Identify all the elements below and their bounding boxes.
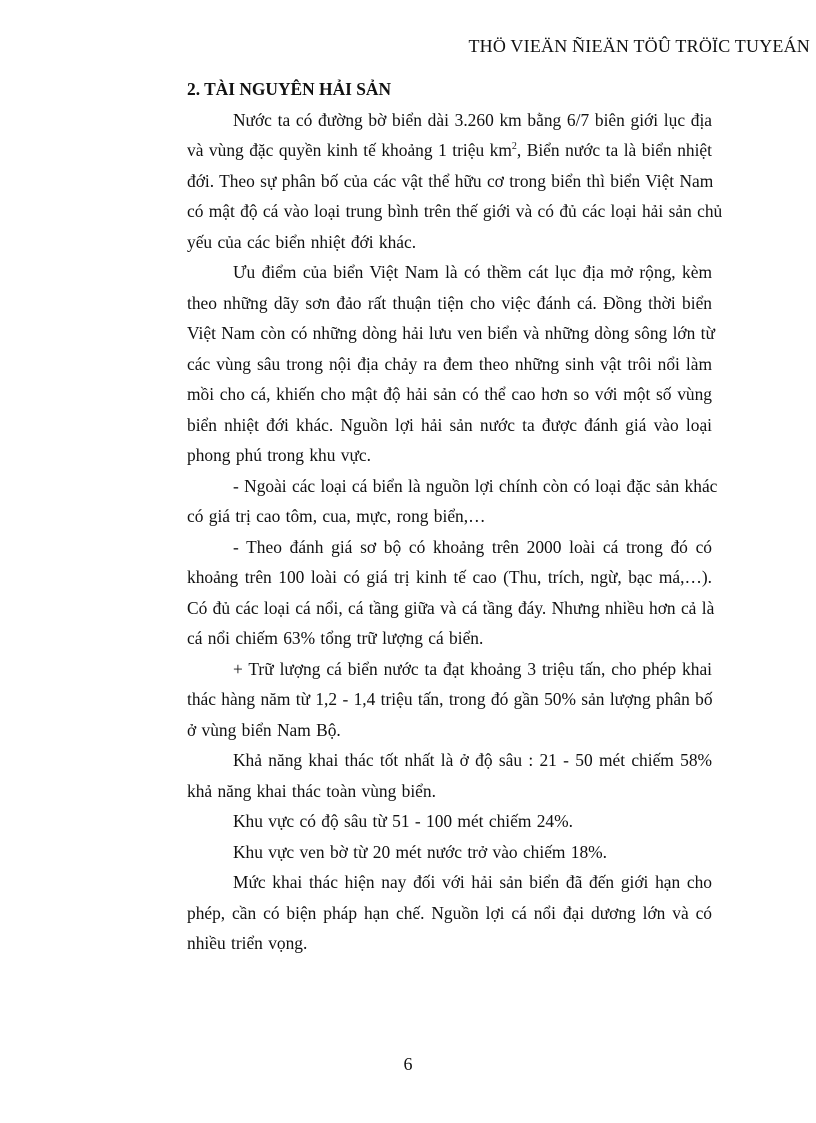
- document-body: [141, 74, 723, 959]
- text-line: ở vùng biển Nam Bộ.: [187, 719, 341, 740]
- paragraph-coastal-zone: [141, 837, 712, 868]
- text-line: phép, cần có biện pháp hạn chế. Nguồn lợi cá nổi đại dương lớn và có: [187, 902, 712, 923]
- paragraph-coastline: [141, 105, 723, 258]
- text-line: Nước ta có đường bờ biển dài 3.260 km bằng 6/7 biên giới lục địa: [233, 109, 712, 130]
- text-line: biển nhiệt đới khác. Nguồn lợi hải sản nước ta được đánh giá vào loại: [187, 414, 712, 435]
- text-line: mồi cho cá, khiến cho mật độ hải sản có thể cao hơn so với một số vùng: [187, 384, 712, 404]
- text-line: Ưu điểm của biển Việt Nam là có thềm cát lục địa mở rộng, kèm: [233, 262, 712, 282]
- page-number: 6: [403, 1054, 413, 1074]
- text-line: có mật độ cá vào loại trung bình trên thế giới và có đủ các loại hải sản chủ: [187, 201, 723, 221]
- text-line: có giá trị cao tôm, cua, mực, rong biển,…: [187, 506, 486, 526]
- text-line: theo những dãy sơn đảo rất thuận tiện cho việc đánh cá. Đồng thời biển: [187, 292, 712, 313]
- section-title: 2. TÀI NGUYÊN HẢI SẢN: [187, 79, 392, 99]
- text-line: nhiều triển vọng.: [187, 933, 308, 953]
- running-header: THÖ VIEÄN ÑIEÄN TÖÛ TRÖÏC TUYEÁN: [468, 36, 810, 56]
- paragraph-exploitation-limit: [141, 867, 712, 959]
- paragraph-specialties: [141, 471, 718, 532]
- text-segment: , Biển nước ta là biển nhiệt: [516, 140, 712, 160]
- paragraph-depth-21-50: [141, 745, 712, 806]
- text-line: khoảng trên 100 loài có giá trị kinh tế cao (Thu, trích, ngừ, bạc má,…).: [187, 567, 712, 587]
- text-line: Việt Nam còn có những dòng hải lưu ven biển và những dòng sông lớn từ: [187, 323, 715, 343]
- text-line-with-superscript: [141, 135, 712, 166]
- text-line: Có đủ các loại cá nổi, cá tầng giữa và cá tầng đáy. Nhưng nhiều hơn cả là: [187, 597, 715, 618]
- paragraph-advantages: [141, 257, 715, 471]
- text-line: yếu của các biển nhiệt đới khác.: [187, 231, 417, 252]
- text-line: Khu vực ven bờ từ 20 mét nước trở vào chiếm 18%.: [233, 841, 608, 862]
- text-line: cá nổi chiếm 63% tổng trữ lượng cá biển.: [187, 628, 484, 648]
- superscript-exponent: 2: [511, 141, 517, 152]
- text-line: + Trữ lượng cá biển nước ta đạt khoảng 3 triệu tấn, cho phép khai: [233, 658, 712, 679]
- text-line: đới. Theo sự phân bố của các vật thể hữu cơ trong biển thì biển Việt Nam: [187, 170, 714, 191]
- text-line: phong phú trong khu vực.: [187, 445, 371, 465]
- paragraph-reserves: [141, 654, 712, 746]
- text-line: - Ngoài các loại cá biển là nguồn lợi chính còn có loại đặc sản khác: [233, 475, 718, 496]
- text-segment: và vùng đặc quyền kinh tế khoảng 1 triệu km: [187, 140, 512, 160]
- text-line: Khả năng khai thác tốt nhất là ở độ sâu : 21 - 50 mét chiếm 58%: [233, 750, 712, 770]
- text-line: các vùng sâu trong nội địa chảy ra đem theo những sinh vật trôi nổi làm: [187, 353, 712, 374]
- paragraph-depth-51-100: [141, 806, 712, 837]
- text-line: Mức khai thác hiện nay đối với hải sản biển đã đến giới hạn cho: [233, 872, 712, 892]
- text-line: thác hàng năm từ 1,2 - 1,4 triệu tấn, trong đó gần 50% sản lượng phân bố: [187, 689, 713, 709]
- text-line: - Theo đánh giá sơ bộ có khoảng trên 2000 loài cá trong đó có: [233, 536, 712, 557]
- text-line: khả năng khai thác toàn vùng biển.: [187, 780, 436, 801]
- paragraph-fish-species: [141, 532, 715, 654]
- text-line: Khu vực có độ sâu từ 51 - 100 mét chiếm 24%.: [233, 811, 573, 831]
